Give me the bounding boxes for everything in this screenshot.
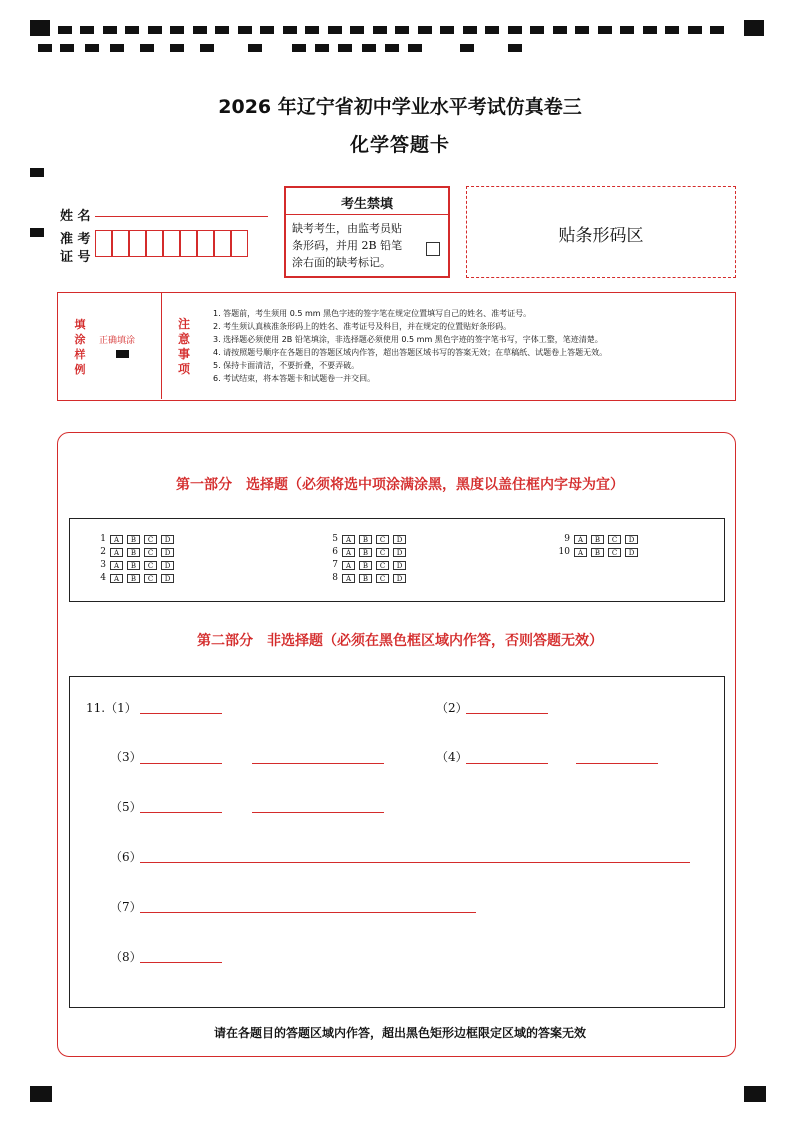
exam-id-label-1: 准 考 (60, 232, 91, 247)
footer-note: 请在各题目的答题区域内作答，超出黑色矩形边框限定区域的答案无效 (213, 1026, 586, 1040)
answer-line-5a[interactable] (140, 812, 222, 813)
sub3-label: （3） (110, 750, 142, 764)
mc-row[interactable]: 10 A B C D (552, 547, 642, 557)
name-field[interactable] (95, 216, 268, 217)
answer-line-4a[interactable] (466, 763, 548, 764)
mc-row[interactable]: 5 A B C D (326, 534, 410, 544)
mc-row[interactable]: 1 A B C D (94, 534, 178, 544)
answer-line-3b[interactable] (252, 763, 384, 764)
answer-line-5b[interactable] (252, 812, 384, 813)
answer-line-6[interactable] (140, 862, 690, 863)
correct-fill-label: 正确填涂 (99, 336, 136, 346)
part2-heading: 第二部分 非选择题（必须在黑色框区域内作答，否则答题无效） (197, 633, 603, 649)
notes-item: 6. 考试结束，将本答题卡和试题卷一并交回。 (213, 374, 376, 383)
notes-item: 5. 保持卡面清洁，不要折叠，不要弄破。 (213, 361, 360, 370)
proctor-box (284, 186, 450, 278)
sub4-label: （4） (436, 750, 468, 764)
notes-item: 4. 请按照题号顺序在各题目的答题区域内作答，超出答题区域书写的答案无效；在草稿纸、试题卷上答题无效。 (213, 348, 608, 357)
answer-line-7[interactable] (140, 912, 476, 913)
correct-fill-sample (116, 350, 129, 358)
answer-line-8[interactable] (140, 962, 222, 963)
q11-label: 11.（1） (86, 701, 137, 715)
page-title: 2026 年辽宁省初中学业水平考试仿真卷三 (218, 96, 582, 118)
exam-id-label-2: 证 号 (60, 250, 91, 265)
barcode-label: 贴条形码区 (558, 226, 644, 246)
timing-mark-bottom-right (744, 1086, 766, 1102)
page-subtitle: 化学答题卡 (349, 134, 450, 156)
proctor-box-title: 考生禁填 (340, 197, 393, 212)
answer-line-2[interactable] (466, 713, 548, 714)
sub8-label: （8） (110, 950, 142, 964)
fill-example-label: 填 涂 样 例 (74, 318, 86, 376)
answer-line-3a[interactable] (140, 763, 222, 764)
notes-label: 注 意 事 项 (177, 317, 190, 376)
mc-row[interactable]: 6 A B C D (326, 547, 410, 557)
timing-mark-left-2 (30, 228, 44, 237)
proctor-text-1: 缺考考生，由监考员贴 (292, 222, 402, 235)
timing-mark-bottom-left (30, 1086, 52, 1102)
proctor-text-3: 涂右面的缺考标记。 (292, 256, 391, 269)
free-response-box (69, 676, 725, 1008)
instructions-box (57, 292, 736, 401)
barcode-area (466, 186, 736, 278)
sub7-label: （7） (110, 900, 142, 914)
mc-row[interactable]: 4 A B C D (94, 573, 178, 583)
notes-item: 3. 选择题必须使用 2B 铅笔填涂，非选择题必须使用 0.5 mm 黑色字迹的签字笔书写，字体工整，笔迹清楚。 (213, 335, 603, 344)
timing-mark-left-1 (30, 168, 44, 177)
mc-row[interactable]: 3 A B C D (94, 560, 178, 570)
mc-row[interactable]: 9 A B C D (558, 534, 642, 544)
answer-line-1[interactable] (140, 713, 222, 714)
sub2-label: （2） (436, 701, 468, 715)
mc-row[interactable]: 7 A B C D (326, 560, 410, 570)
mc-row[interactable]: 8 A B C D (326, 573, 410, 583)
absent-mark-box[interactable] (426, 242, 440, 256)
answer-line-4b[interactable] (576, 763, 658, 764)
sub6-label: （6） (110, 850, 142, 864)
mc-row[interactable]: 2 A B C D (94, 547, 178, 557)
notes-item: 2. 考生须认真核准条形码上的姓名、准考证号及科目，并在规定的位置贴好条形码。 (213, 322, 512, 331)
notes-item: 1. 答题前，考生须用 0.5 mm 黑色字迹的签字笔在规定位置填写自己的姓名、准考证号。 (213, 309, 532, 318)
notes-list (213, 307, 733, 385)
part1-heading: 第一部分 选择题（必须将选中项涂满涂黑，黑度以盖住框内字母为宜） (176, 477, 624, 493)
proctor-text-2: 条形码，并用 2B 铅笔 (292, 239, 403, 252)
name-label: 姓 名 (60, 209, 91, 224)
sub5-label: （5） (110, 800, 142, 814)
